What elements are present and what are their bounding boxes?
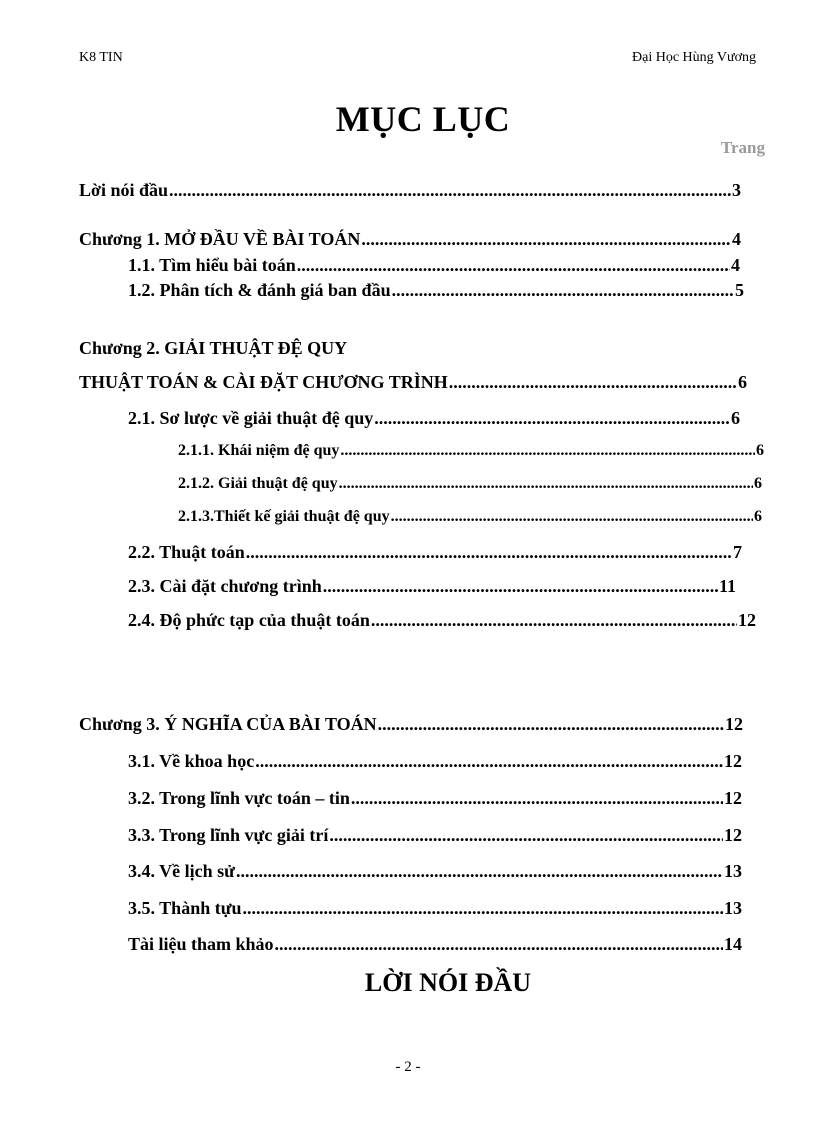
toc-entry-page: 5 xyxy=(735,280,744,300)
dot-leader xyxy=(246,542,732,563)
toc-entry-label: 2.1. Sơ lược về giải thuật đệ quy xyxy=(128,408,374,428)
toc-entry-label: 3.5. Thành tựu xyxy=(128,898,242,918)
toc-entry-label: 2.2. Thuật toán xyxy=(128,542,245,562)
toc-entry-label: 2.1.1. Khái niệm đệ quy xyxy=(178,442,340,459)
header-right: Đại Học Hùng Vương xyxy=(632,50,756,65)
page-column-label: Trang xyxy=(720,138,765,157)
toc-entry-label: 2.1.2. Giải thuật đệ quy xyxy=(178,475,338,492)
toc-entry-label: 2.3. Cài đặt chương trình xyxy=(128,576,322,596)
toc-entry-page: 12 xyxy=(738,610,756,630)
toc-entry-page: 12 xyxy=(724,788,742,808)
dot-leader xyxy=(169,180,731,201)
toc-entry-label: 3.4. Về lịch sử xyxy=(128,861,235,881)
section-title-loi-noi-dau: LỜI NÓI ĐẦU xyxy=(364,968,532,997)
toc-entry-chapter-1[interactable] xyxy=(79,229,741,250)
toc-entry-tai-lieu[interactable] xyxy=(128,934,742,955)
dot-leader xyxy=(323,576,718,597)
dot-leader xyxy=(361,229,731,250)
toc-entry-page: 12 xyxy=(725,714,743,734)
dot-leader xyxy=(449,372,737,393)
dot-leader xyxy=(255,751,723,772)
toc-entry-page: 12 xyxy=(724,825,742,845)
toc-entry-page: 11 xyxy=(718,576,736,596)
toc-entry-page: 6 xyxy=(731,408,740,428)
toc-entry-label: 2.4. Độ phức tạp của thuật toán xyxy=(128,610,370,630)
toc-entry-label: Lời nói đầu xyxy=(79,180,169,200)
toc-entry-page: 6 xyxy=(738,372,747,392)
toc-entry-3-5[interactable] xyxy=(128,898,742,919)
page-title: MỤC LỤC xyxy=(335,99,511,139)
toc-entry-label: Tài liệu tham khảo xyxy=(128,934,274,954)
toc-entry-label: 1.2. Phân tích & đánh giá ban đầu xyxy=(128,280,391,300)
dot-leader xyxy=(329,825,723,846)
toc-entry-page: 6 xyxy=(754,475,762,492)
toc-entry-2-1-1[interactable] xyxy=(178,442,764,460)
dot-leader xyxy=(371,610,737,631)
toc-entry-loi-noi-dau[interactable] xyxy=(79,180,741,201)
toc-entry-3-1[interactable] xyxy=(128,751,742,772)
dot-leader xyxy=(378,714,724,735)
toc-entry-label: Chương 1. MỞ ĐẦU VỀ BÀI TOÁN xyxy=(79,229,361,249)
toc-entry-2-1[interactable] xyxy=(128,408,740,429)
dot-leader xyxy=(243,898,723,919)
toc-entry-page: 14 xyxy=(724,934,742,954)
toc-entry-page: 3 xyxy=(732,180,741,200)
toc-chapter-2-line1: Chương 2. GIẢI THUẬT ĐỆ QUY xyxy=(79,338,348,358)
toc-entry-3-2[interactable] xyxy=(128,788,742,809)
toc-entry-label: 3.1. Về khoa học xyxy=(128,751,255,771)
toc-entry-page: 12 xyxy=(724,751,742,771)
toc-entry-page: 6 xyxy=(756,442,764,459)
dot-leader xyxy=(275,934,723,955)
page-number: - 2 - xyxy=(395,1059,421,1075)
toc-entry-3-4[interactable] xyxy=(128,861,742,882)
header-left: K8 TIN xyxy=(79,50,123,65)
toc-entry-page: 7 xyxy=(733,542,742,562)
toc-entry-page: 13 xyxy=(724,861,742,881)
toc-entry-page: 4 xyxy=(732,229,741,249)
dot-leader xyxy=(339,475,753,493)
dot-leader xyxy=(340,442,755,460)
toc-entry-page: 4 xyxy=(731,255,740,275)
toc-entry-2-1-3[interactable] xyxy=(178,508,762,526)
toc-entry-page: 13 xyxy=(724,898,742,918)
toc-entry-label: THUẬT TOÁN & CÀI ĐẶT CHƯƠNG TRÌNH xyxy=(79,372,448,392)
dot-leader xyxy=(374,408,730,429)
toc-entry-label: 2.1.3.Thiết kế giải thuật đệ quy xyxy=(178,508,390,525)
dot-leader xyxy=(392,280,734,301)
toc-entry-label: 3.3. Trong lĩnh vực giải trí xyxy=(128,825,329,845)
toc-entry-1-2[interactable] xyxy=(128,280,744,301)
toc-entry-2-2[interactable] xyxy=(128,542,742,563)
toc-entry-3-3[interactable] xyxy=(128,825,742,846)
dot-leader xyxy=(351,788,723,809)
toc-entry-chapter-2[interactable] xyxy=(79,372,747,393)
dot-leader xyxy=(297,255,730,276)
toc-entry-label: Chương 3. Ý NGHĨA CỦA BÀI TOÁN xyxy=(79,714,377,734)
dot-leader xyxy=(236,861,723,882)
toc-entry-page: 6 xyxy=(754,508,762,525)
dot-leader xyxy=(391,508,753,526)
toc-entry-2-4[interactable] xyxy=(128,610,756,631)
toc-entry-2-1-2[interactable] xyxy=(178,475,762,493)
toc-entry-label: 3.2. Trong lĩnh vực toán – tin xyxy=(128,788,350,808)
toc-entry-2-3[interactable] xyxy=(128,576,736,597)
toc-entry-label: 1.1. Tìm hiểu bài toán xyxy=(128,255,296,275)
toc-entry-1-1[interactable] xyxy=(128,255,740,276)
toc-entry-chapter-3[interactable] xyxy=(79,714,743,735)
